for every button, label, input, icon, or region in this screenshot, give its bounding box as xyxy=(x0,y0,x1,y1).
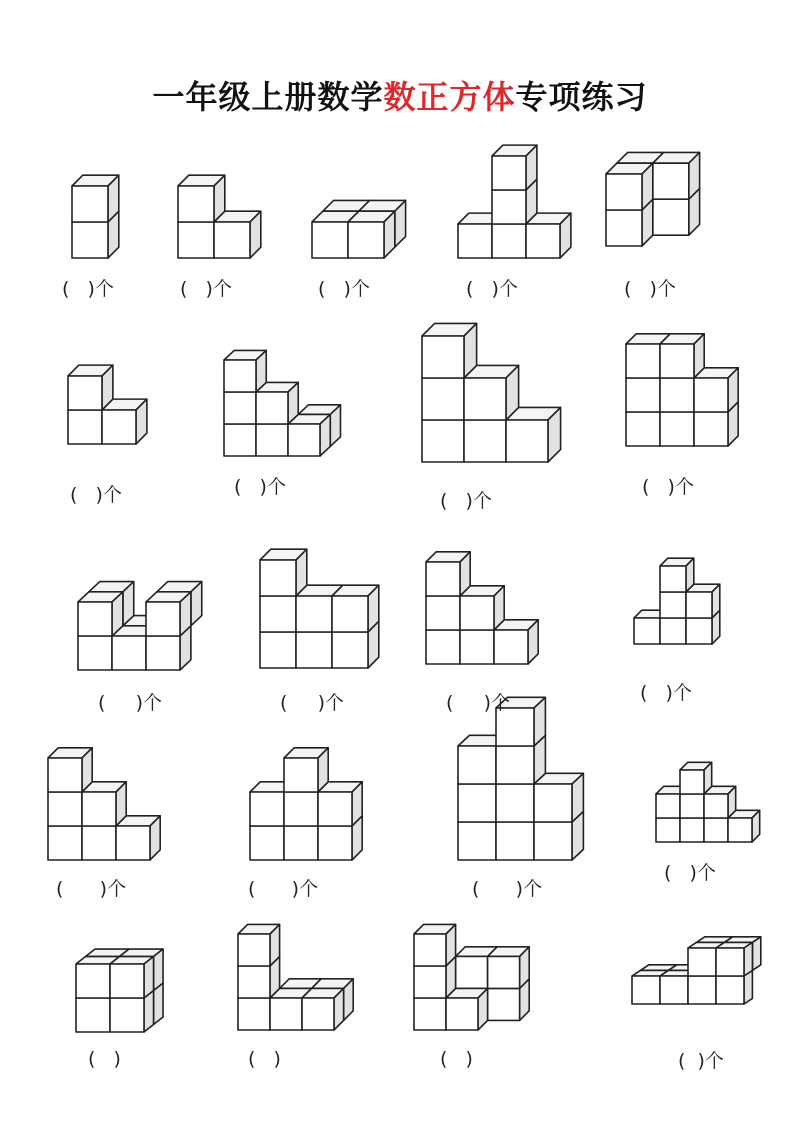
cube xyxy=(526,213,571,258)
answer-blank-5-1[interactable]: ( ) xyxy=(88,1048,121,1070)
answer-blank-3-1[interactable]: ( )个 xyxy=(98,692,163,714)
answer-blank-2-1[interactable]: ( )个 xyxy=(70,484,122,506)
cube xyxy=(534,773,583,822)
cube-figure-1-2 xyxy=(178,175,261,258)
cube-figure-2-4 xyxy=(626,334,738,446)
cube-figure-3-1 xyxy=(78,582,202,670)
answer-blank-5-3[interactable]: ( ) xyxy=(440,1048,473,1070)
cube-figure-5-2 xyxy=(238,924,353,1030)
cube-figure-1-1 xyxy=(72,175,119,258)
cube xyxy=(348,211,395,258)
cube xyxy=(686,584,720,618)
answer-blank-4-4[interactable]: ( )个 xyxy=(664,862,716,884)
cube xyxy=(660,334,704,378)
cube xyxy=(178,175,225,222)
cube xyxy=(68,365,113,410)
cube-figure-4-3 xyxy=(458,697,583,860)
cube-figure-5-3 xyxy=(414,924,529,1030)
cube xyxy=(492,145,537,190)
cube xyxy=(48,748,92,792)
title-part-1: 一年级上册数学 xyxy=(152,78,384,116)
answer-blank-1-3[interactable]: ( )个 xyxy=(318,278,370,300)
cube-figure-4-1 xyxy=(48,748,160,860)
cube-figure-4-4 xyxy=(656,762,760,842)
cube xyxy=(606,163,653,210)
cube xyxy=(72,175,119,222)
cube xyxy=(146,592,191,636)
answer-blank-4-1[interactable]: ( )个 xyxy=(56,878,127,900)
cube xyxy=(426,552,470,596)
cube xyxy=(256,382,298,424)
cube xyxy=(716,942,752,976)
cube xyxy=(82,782,126,826)
answer-blank-4-3[interactable]: ( )个 xyxy=(472,878,543,900)
cube xyxy=(680,762,712,794)
answer-blank-2-3[interactable]: ( )个 xyxy=(440,490,492,512)
answer-blank-2-2[interactable]: ( )个 xyxy=(234,476,286,498)
cube-figure-5-1 xyxy=(76,949,163,1032)
cube xyxy=(422,323,477,378)
cube-figure-1-4 xyxy=(458,145,571,258)
cube xyxy=(284,748,328,792)
answer-blank-5-4[interactable]: ( )个 xyxy=(678,1050,724,1072)
cube-figure-3-2 xyxy=(260,549,379,668)
answer-blank-1-2[interactable]: ( )个 xyxy=(180,278,232,300)
cube-figure-2-3 xyxy=(422,323,561,462)
cube-figure-5-4 xyxy=(632,937,761,1004)
cube-figure-2-2 xyxy=(224,350,340,456)
cube xyxy=(238,924,280,966)
cube-figure-4-2 xyxy=(250,748,362,860)
answer-blank-4-2[interactable]: ( )个 xyxy=(248,878,319,900)
answer-blank-1-5[interactable]: ( )个 xyxy=(624,278,676,300)
cube xyxy=(704,786,736,818)
cube xyxy=(288,414,330,456)
cube xyxy=(78,592,123,636)
answer-blank-2-4[interactable]: ( )个 xyxy=(642,476,694,498)
answer-blank-3-4[interactable]: ( )个 xyxy=(640,682,692,704)
title-highlight: 数正方体 xyxy=(383,78,516,116)
cube xyxy=(102,399,147,444)
answer-blank-5-2[interactable]: ( ) xyxy=(248,1048,281,1070)
cube xyxy=(460,586,504,630)
cube xyxy=(494,620,538,664)
cube-figure-2-1 xyxy=(68,365,147,444)
cube xyxy=(214,211,261,258)
cube xyxy=(414,924,456,966)
cube xyxy=(506,407,561,462)
cube xyxy=(488,947,530,989)
cube xyxy=(660,558,694,592)
answer-blank-3-2[interactable]: ( )个 xyxy=(280,692,345,714)
answer-blank-3-3[interactable]: ( )个 xyxy=(446,692,511,714)
cube-figure-3-4 xyxy=(634,558,720,644)
cube xyxy=(302,988,344,1030)
cube xyxy=(318,782,362,826)
cube xyxy=(446,988,488,1030)
answer-blank-1-1[interactable]: ( )个 xyxy=(62,278,114,300)
cube-figure-1-5 xyxy=(606,152,700,246)
cube xyxy=(728,810,760,842)
cube-figure-1-3 xyxy=(312,200,406,258)
cube xyxy=(332,585,379,632)
cube xyxy=(110,957,154,998)
cube xyxy=(694,368,738,412)
cube xyxy=(116,816,160,860)
cube xyxy=(260,549,307,596)
title-part-2: 专项练习 xyxy=(515,78,648,116)
cube-figure-3-3 xyxy=(426,552,538,664)
answer-blank-1-4[interactable]: ( )个 xyxy=(466,278,518,300)
cube xyxy=(653,152,700,199)
cube xyxy=(224,350,266,392)
cube xyxy=(464,365,519,420)
